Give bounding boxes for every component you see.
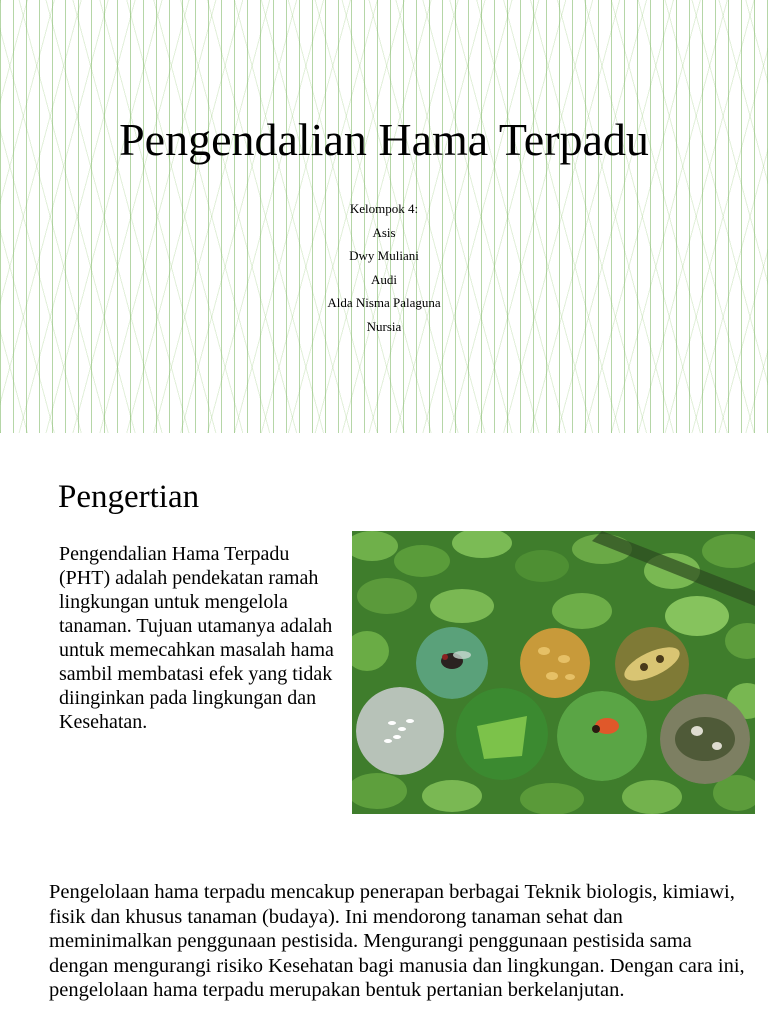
pest-field-photo — [352, 531, 755, 814]
ipm-paragraph: Pengelolaan hama terpadu mencakup penerapan berbagai Teknik biologis, kimiawi, fisik dan khusus tanaman (budaya). Ini mendorong tanaman sehat dan meminimalkan penggunaan pestisida. Mengurangi penggunaan pestisida sama dengan mengurangi risiko Kesehatan bagi manusia dan lingkungan. Dengan cara ini, pengelolaan hama terpadu merupakan bentuk pertanian berkelanjutan. — [49, 881, 745, 1001]
member-name: Alda Nisma Palaguna — [327, 295, 441, 310]
leaf-damage-circle — [660, 694, 750, 784]
definition-slide — [0, 433, 768, 1024]
beetle-circle — [557, 691, 647, 781]
title-slide — [0, 0, 768, 433]
member-name: Asis — [372, 224, 396, 240]
definition-text: Pengendalian Hama Terpadu (PHT) adalah pendekatan ramah lingkungan untuk mengelola tanaman. Tujuan utamanya adalah untuk memecahkan masalah hama sambil membatasi efek yang tidak diinginkan pada lingkungan dan Kesehatan. — [59, 543, 334, 733]
slide-title: Pengendalian Hama Terpadu — [119, 114, 649, 165]
group-label: Kelompok 4: — [349, 201, 419, 216]
member-name: Nursia — [366, 318, 402, 334]
member-name: Dwy Muliani — [349, 248, 419, 263]
group-members-list — [0, 197, 768, 338]
stink-bug-circle — [456, 688, 548, 780]
whitefly-circle — [356, 687, 444, 775]
fly-pest-circle — [416, 627, 488, 699]
aphid-pest-circle — [520, 628, 590, 698]
member-name: Audi — [371, 271, 397, 287]
section-heading: Pengertian — [58, 479, 200, 515]
pod-damage-circle — [615, 627, 689, 701]
